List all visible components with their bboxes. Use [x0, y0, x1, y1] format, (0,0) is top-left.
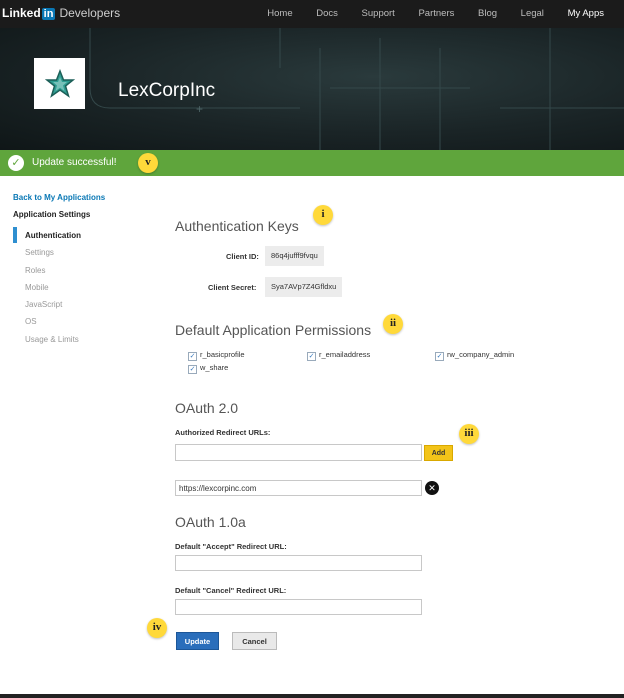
permission-label: w_share [200, 363, 229, 372]
sidebar-item-mobile[interactable]: Mobile [25, 283, 49, 292]
permission-label: r_basicprofile [200, 350, 245, 359]
linkedin-logo[interactable] [2, 6, 120, 20]
banner-background-lines [0, 28, 624, 150]
brand-suffix: Developers [59, 6, 121, 20]
sidebar-item-roles[interactable]: Roles [25, 266, 46, 275]
add-url-button[interactable]: Add [424, 445, 453, 461]
remove-url-icon[interactable]: ✕ [425, 481, 439, 495]
cancel-redirect-url-input[interactable] [175, 599, 422, 615]
checkbox-checked-icon[interactable]: ✓ [308, 353, 315, 360]
sidebar-title: Application Settings [13, 210, 91, 219]
callout-badge-i: i [313, 205, 333, 225]
accept-redirect-url-input[interactable] [175, 555, 422, 571]
checkmark-icon: ✓ [8, 155, 24, 171]
cancel-button[interactable]: Cancel [232, 632, 277, 650]
permission-r-emailaddress[interactable] [307, 350, 370, 361]
sidebar-item-javascript[interactable]: JavaScript [25, 300, 63, 309]
success-notification [0, 150, 624, 176]
sidebar-item-settings[interactable]: Settings [25, 248, 54, 257]
nav-link-support[interactable]: Support [361, 8, 395, 19]
client-id-label: Client ID: [226, 252, 259, 261]
star-logo-icon [45, 69, 75, 99]
permission-label: rw_company_admin [447, 350, 515, 359]
permissions-heading: Default Application Permissions [175, 322, 372, 338]
nav-link-home[interactable]: Home [267, 8, 293, 19]
redirect-urls-label: Authorized Redirect URLs: [175, 428, 271, 437]
callout-badge-v: v [138, 153, 158, 173]
new-redirect-url-input[interactable] [175, 444, 422, 461]
nav-link-partners[interactable]: Partners [418, 8, 455, 19]
active-indicator [13, 227, 17, 243]
nav-link-docs[interactable]: Docs [316, 8, 338, 19]
back-to-applications-link[interactable]: Back to My Applications [13, 193, 106, 202]
bottom-border [0, 694, 624, 698]
client-secret-label: Client Secret: [208, 283, 257, 292]
oauth2-heading: OAuth 2.0 [175, 400, 239, 416]
plus-decoration-icon: + [196, 102, 204, 116]
app-logo [34, 58, 85, 109]
brand-in-badge: in [43, 8, 54, 20]
permission-rw-company-admin[interactable] [435, 350, 514, 361]
auth-keys-heading: Authentication Keys [175, 218, 299, 234]
success-message: Update successful! [32, 157, 117, 168]
sidebar-item-authentication[interactable]: Authentication [25, 231, 81, 240]
client-secret-value: Sya7AVp7Z4Gfldxu [265, 277, 342, 297]
top-nav [0, 0, 624, 28]
callout-badge-ii: ii [383, 314, 403, 334]
app-banner [0, 28, 624, 150]
permission-r-basicprofile[interactable] [188, 350, 245, 361]
permission-w-share[interactable] [188, 363, 228, 374]
checkbox-checked-icon[interactable]: ✓ [436, 353, 443, 360]
nav-link-my-apps[interactable]: My Apps [567, 8, 604, 19]
permission-label: r_emailaddress [319, 350, 371, 359]
nav-link-legal[interactable]: Legal [520, 8, 544, 19]
existing-redirect-url[interactable]: https://lexcorpinc.com [175, 480, 422, 496]
cancel-redirect-label: Default "Cancel" Redirect URL: [175, 586, 287, 595]
brand-text: Linked [2, 6, 41, 20]
callout-badge-iii: iii [459, 424, 479, 444]
checkbox-checked-icon[interactable]: ✓ [189, 366, 196, 373]
sidebar-item-os[interactable]: OS [25, 317, 37, 326]
app-name: LexCorpInc [118, 80, 216, 101]
update-button[interactable]: Update [176, 632, 219, 650]
callout-badge-iv: iv [147, 618, 167, 638]
sidebar-item-usage-limits[interactable]: Usage & Limits [25, 335, 79, 344]
client-id-value: 86q4jufff9fvqu [265, 246, 324, 266]
nav-link-blog[interactable]: Blog [478, 8, 498, 19]
oauth1-heading: OAuth 1.0a [175, 514, 246, 530]
checkbox-checked-icon[interactable]: ✓ [189, 353, 196, 360]
nav-links [246, 8, 604, 19]
accept-redirect-label: Default "Accept" Redirect URL: [175, 542, 287, 551]
